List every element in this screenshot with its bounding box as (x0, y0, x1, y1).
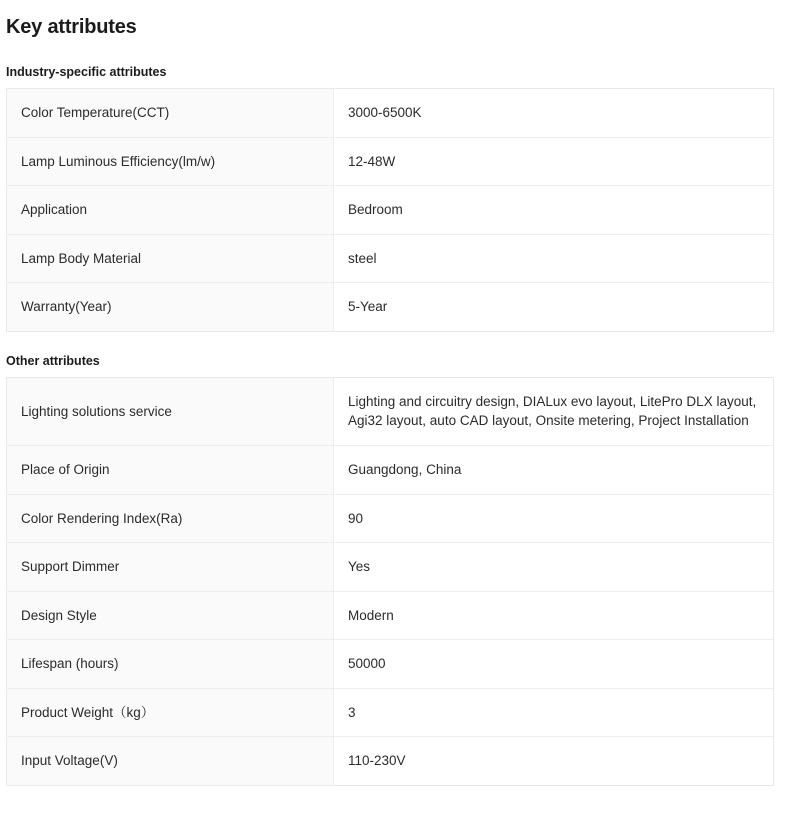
attribute-key: Design Style (7, 591, 334, 640)
attribute-value: Modern (334, 591, 774, 640)
attribute-key: Color Rendering Index(Ra) (7, 494, 334, 543)
attribute-key: Lamp Luminous Efficiency(lm/w) (7, 137, 334, 186)
table-row (7, 234, 774, 283)
attribute-value: 110-230V (334, 737, 774, 786)
attribute-key: Color Temperature(CCT) (7, 89, 334, 138)
attribute-value: 5-Year (334, 283, 774, 332)
section-heading-other-attributes: Other attributes (6, 353, 100, 368)
table-row (7, 494, 774, 543)
attribute-key: Input Voltage(V) (7, 737, 334, 786)
table-row (7, 640, 774, 689)
attribute-value: Guangdong, China (334, 445, 774, 494)
attribute-value: Yes (334, 543, 774, 592)
attribute-value: 3000-6500K (334, 89, 774, 138)
attribute-key: Place of Origin (7, 445, 334, 494)
attribute-key: Lifespan (hours) (7, 640, 334, 689)
attribute-value: 50000 (334, 640, 774, 689)
table-row (7, 89, 774, 138)
table-row (7, 283, 774, 332)
attribute-value: 12-48W (334, 137, 774, 186)
attribute-key: Support Dimmer (7, 543, 334, 592)
table-row (7, 137, 774, 186)
attribute-value: Bedroom (334, 186, 774, 235)
table-row (7, 377, 774, 445)
table-row (7, 186, 774, 235)
attribute-key: Warranty(Year) (7, 283, 334, 332)
other-attributes-table (6, 377, 774, 786)
attribute-value: 3 (334, 688, 774, 737)
table-row (7, 445, 774, 494)
attribute-key: Lighting solutions service (7, 377, 334, 445)
page-title: Key attributes (6, 16, 137, 38)
table-row (7, 543, 774, 592)
attribute-key: Lamp Body Material (7, 234, 334, 283)
industry-specific-attributes-table (6, 88, 774, 332)
table-row (7, 688, 774, 737)
table-row (7, 737, 774, 786)
attribute-value: 90 (334, 494, 774, 543)
attribute-value: Lighting and circuitry design, DIALux evo layout, LitePro DLX layout, Agi32 layout, auto CAD layout, Onsite metering, Project Installation (334, 377, 774, 445)
section-heading-industry-specific: Industry-specific attributes (6, 65, 167, 79)
attribute-key: Product Weight（kg） (7, 688, 334, 737)
attribute-key: Application (7, 186, 334, 235)
attribute-value: steel (334, 234, 774, 283)
table-row (7, 591, 774, 640)
